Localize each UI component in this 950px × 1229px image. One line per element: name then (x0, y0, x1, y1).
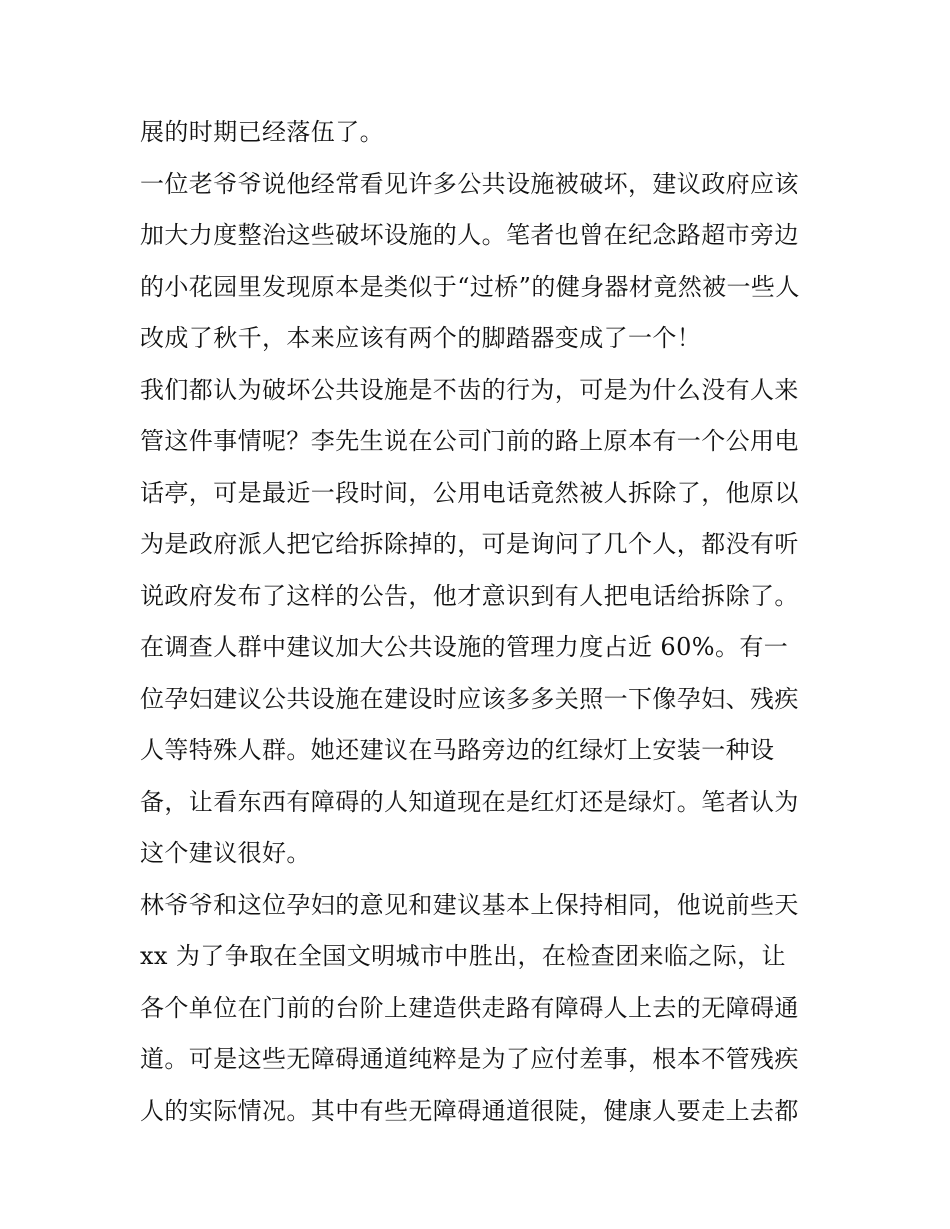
text-line: 话亭，可是最近一段时间，公用电话竟然被人拆除了，他原以 (140, 478, 799, 507)
text-line: xx 为了争取在全国文明城市中胜出，在检查团来临之际，让 (140, 942, 786, 970)
text-line: 人的实际情况。其中有些无障碍通道很陡，健康人要走上去都 (140, 1096, 799, 1125)
text-line: 我们都认为破坏公共设施是不齿的行为，可是为什么没有人来 (140, 375, 799, 404)
text-line: 林爷爷和这位孕妇的意见和建议基本上保持相同，他说前些天 (140, 890, 799, 919)
text-line: 一位老爷爷说他经常看见许多公共设施被破坏，建议政府应该 (140, 169, 799, 198)
document-body (140, 107, 820, 1137)
text-line: 为是政府派人把它给拆除掉的，可是询问了几个人，都没有听 (140, 530, 799, 558)
text-line: 这个建议很好。 (140, 839, 311, 867)
text-line: 说政府发布了这样的公告，他才意识到有人把电话给拆除了。 (140, 581, 799, 610)
text-line: 加大力度整治这些破坏设施的人。笔者也曾在纪念路超市旁边 (140, 221, 799, 249)
text-line: 展的时期已经落伍了。 (140, 118, 384, 146)
text-line: 备，让看东西有障碍的人知道现在是红灯还是绿灯。笔者认为 (140, 787, 799, 816)
text-line: 道。可是这些无障碍通道纯粹是为了应付差事，根本不管残疾 (140, 1045, 799, 1073)
text-line: 在调查人群中建议加大公共设施的管理力度占近 60%。有一 (140, 633, 789, 661)
text-line: 改成了秋千，本来应该有两个的脚踏器变成了一个！ (140, 324, 702, 352)
text-line: 各个单位在门前的台阶上建造供走路有障碍人上去的无障碍通 (140, 993, 799, 1022)
text-line: 位孕妇建议公共设施在建设时应该多多关照一下像孕妇、残疾 (140, 684, 799, 713)
text-line: 人等特殊人群。她还建议在马路旁边的红绿灯上安装一种设 (140, 736, 775, 764)
text-line: 管这件事情呢？李先生说在公司门前的路上原本有一个公用电 (140, 427, 799, 455)
text-line: 的小花园里发现原本是类似于“过桥”的健身器材竟然被一些人 (140, 272, 800, 301)
